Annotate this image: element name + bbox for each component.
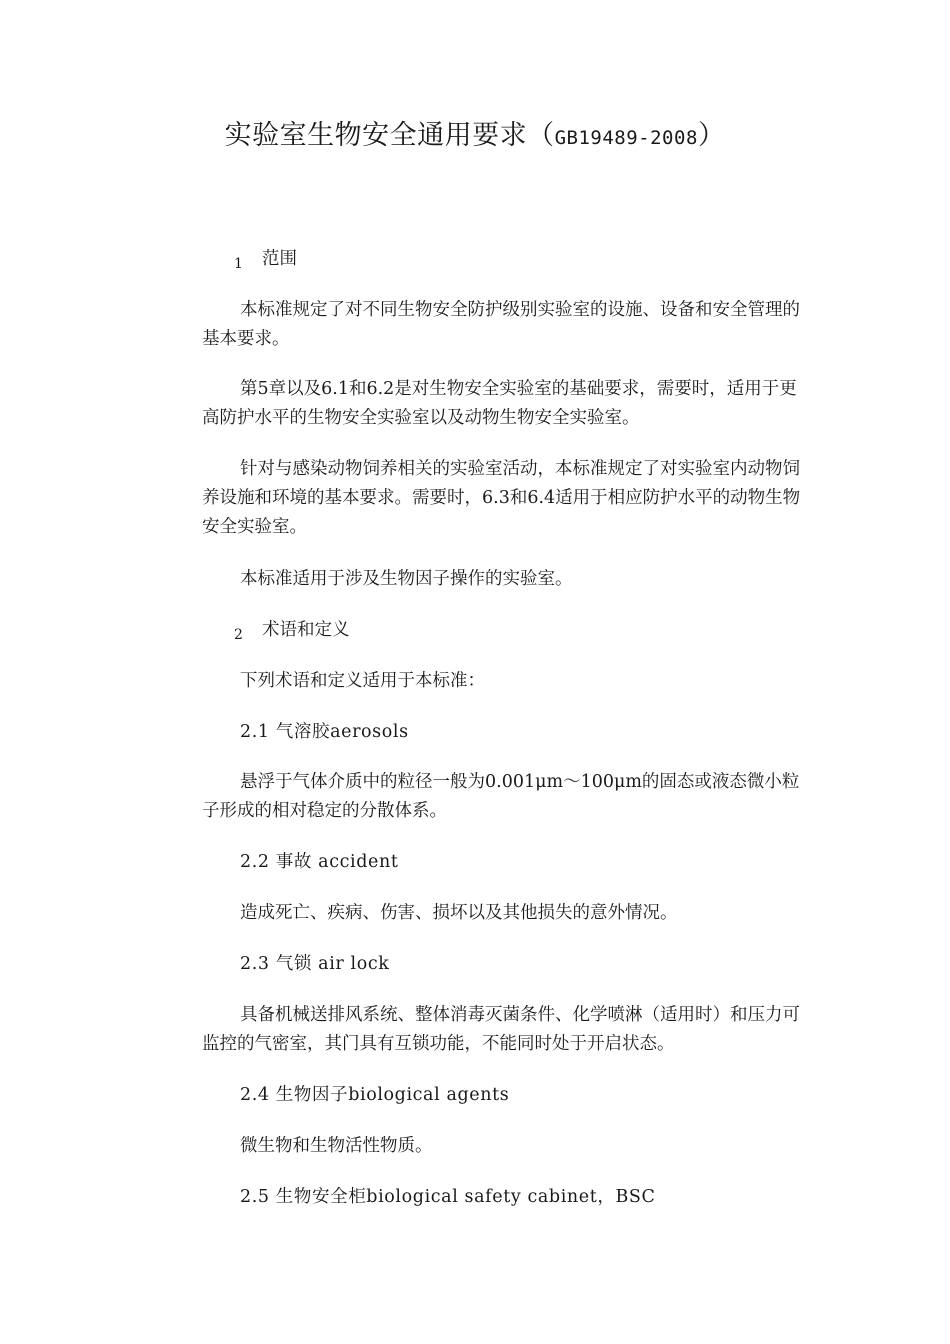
title-main: 实验室生物安全通用要求（ — [224, 120, 555, 151]
definition-biological-agents: 微生物和生物活性物质。 — [240, 1136, 433, 1156]
term-heading-biological-agents: 2.4 生物因子biological agents — [240, 1085, 510, 1105]
section-number: 1 — [234, 256, 243, 272]
section-heading-terms — [234, 616, 734, 650]
section-heading-scope — [234, 245, 734, 279]
paragraph-terms-intro: 下列术语和定义适用于本标准： — [240, 671, 485, 691]
section-title: 范围 — [262, 249, 297, 269]
paragraph-scope-4: 本标准适用于涉及生物因子操作的实验室。 — [240, 569, 573, 589]
section-title: 术语和定义 — [262, 620, 350, 640]
section-number: 2 — [234, 627, 243, 643]
definition-air-lock: 具备机械送排风系统、整体消毒灭菌条件、化学喷淋（适用时）和压力可监控的气密室，其门具有互锁功能，不能同时处于开启状态。 — [202, 1005, 800, 1054]
standard-code: GB19489-2008 — [554, 127, 698, 149]
paragraph-scope-3: 针对与感染动物饲养相关的实验室活动，本标准规定了对实验室内动物饲养设施和环境的基本要求。需要时，6.3和6.4适用于相应防护水平的动物生物安全实验室。 — [202, 459, 801, 537]
term-heading-air-lock: 2.3 气锁 air lock — [240, 954, 390, 974]
term-heading-aerosols: 2.1 气溶胶aerosols — [240, 722, 409, 742]
term-heading-bsc: 2.5 生物安全柜biological safety cabinet，BSC — [240, 1187, 656, 1207]
paragraph-scope-2: 第5章以及6.1和6.2是对生物安全实验室的基础要求，需要时，适用于更高防护水平的生物安全实验室以及动物生物安全实验室。 — [202, 379, 797, 428]
term-heading-accident: 2.2 事故 accident — [240, 852, 399, 872]
definition-aerosols: 悬浮于气体介质中的粒径一般为0.001μm～100μm的固态或液态微小粒子形成的相对稳定的分散体系。 — [202, 772, 800, 821]
document-title — [0, 116, 950, 158]
definition-accident: 造成死亡、疾病、伤害、损坏以及其他损失的意外情况。 — [240, 903, 678, 923]
title-close: ） — [697, 120, 726, 151]
paragraph-scope-1: 本标准规定了对不同生物安全防护级别实验室的设施、设备和安全管理的基本要求。 — [202, 300, 800, 349]
